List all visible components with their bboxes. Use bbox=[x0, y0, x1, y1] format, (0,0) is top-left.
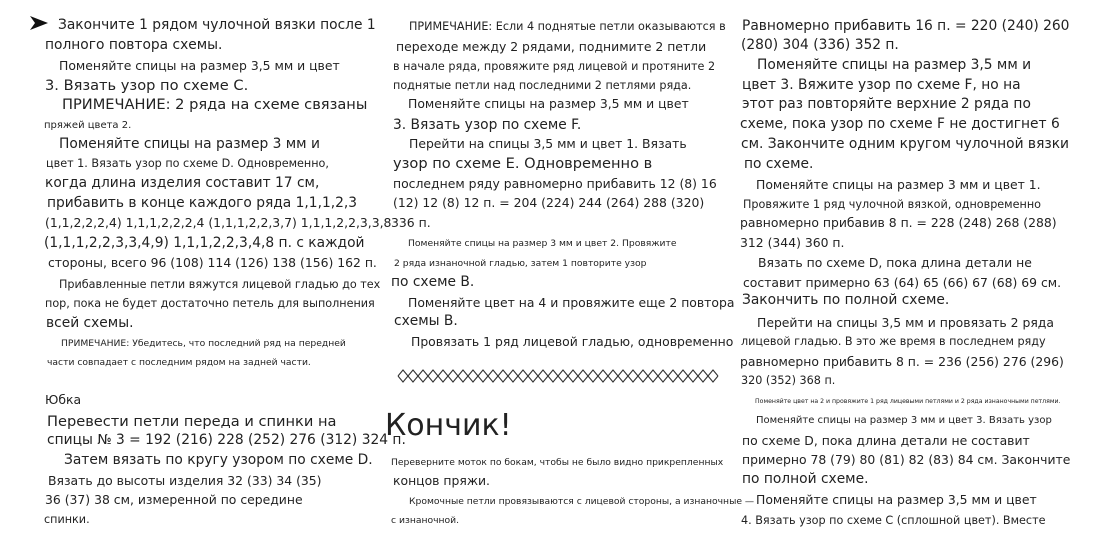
text-line: Поменяйте спицы на размер 3 мм и цвет 3. Вязать узор bbox=[756, 415, 1052, 426]
text-line: по схеме В. bbox=[391, 274, 475, 290]
text-line: (1,1,2,2,2,4) 1,1,1,2,2,2,4 (1,1,1,2,2,3,7) 1,1,1,2,2,3,3,8 bbox=[45, 215, 392, 230]
text-line: ПРИМЕЧАНИЕ: 2 ряда на схеме связаны bbox=[62, 96, 368, 113]
text-line: Перевести петли переда и спинки на bbox=[47, 413, 337, 430]
text-line: (1,1,1,2,2,3,3,4,9) 1,1,1,2,2,3,4,8 п. с каждой bbox=[44, 235, 365, 251]
text-line: в начале ряда, провяжите ряд лицевой и протяните 2 bbox=[393, 60, 716, 73]
text-line: Равномерно прибавить 16 п. = 220 (240) 260 bbox=[742, 18, 1070, 34]
text-line: равномерно прибавив 8 п. = 228 (248) 268 (288) bbox=[740, 215, 1057, 230]
text-line: 312 (344) 360 п. bbox=[740, 235, 845, 250]
text-line: Переверните моток по бокам, чтобы не было видно прикрепленных bbox=[391, 457, 724, 468]
text-line: пор, пока не будет достаточно петель для выполнения bbox=[45, 297, 375, 310]
text-line: Поменяйте спицы на размер 3,5 мм и цвет bbox=[756, 492, 1037, 507]
text-line: 2 ряда изнаночной гладью, затем 1 повторите узор bbox=[394, 258, 647, 269]
text-line: (280) 304 (336) 352 п. bbox=[741, 37, 899, 53]
text-line: ПРИМЕЧАНИЕ: Если 4 поднятые петли оказываются в bbox=[409, 20, 726, 33]
text-line: Поменяйте цвет на 4 и провяжите еще 2 повтора bbox=[408, 295, 735, 310]
text-line: Вязать до высоты изделия 32 (33) 34 (35) bbox=[48, 473, 322, 488]
text-line: когда длина изделия составит 17 см, bbox=[45, 175, 320, 191]
text-line: ПРИМЕЧАНИЕ: Убедитесь, что последний ряд на передней bbox=[61, 338, 346, 349]
text-line: (12) 12 (8) 12 п. = 204 (224) 244 (264) 288 (320) bbox=[393, 195, 705, 210]
text-line: Провяжите 1 ряд чулочной вязкой, одновременно bbox=[743, 198, 1041, 211]
column-right bbox=[734, 0, 1111, 558]
text-line: Прибавленные петли вяжутся лицевой гладью до тех bbox=[59, 278, 381, 291]
text-line: цвет 3. Вяжите узор по схеме F, но на bbox=[742, 77, 1021, 93]
text-line: Затем вязать по кругу узором по схеме D. bbox=[64, 452, 373, 468]
text-line: с изнаночной. bbox=[391, 515, 460, 526]
text-line: Поменяйте спицы на размер 3 мм и bbox=[59, 136, 320, 152]
text-line: Поменяйте спицы на размер 3,5 мм и цвет bbox=[59, 58, 340, 73]
text-line: 4. Вязать узор по схеме С (сплошной цвет). Вместе bbox=[741, 514, 1046, 527]
text-line: Кромочные петли провязываются с лицевой стороны, а изнаночные — bbox=[409, 496, 755, 507]
text-line: 320 (352) 368 п. bbox=[741, 374, 836, 387]
text-line: Поменяйте спицы на размер 3 мм и цвет 2. Провяжите bbox=[408, 238, 677, 249]
text-line: цвет 1. Вязать узор по схеме D. Одновременно, bbox=[46, 157, 329, 170]
text-line: всей схемы. bbox=[46, 315, 134, 331]
text-line: полного повтора схемы. bbox=[45, 37, 223, 53]
text-line: равномерно прибавить 8 п. = 236 (256) 276 (296) bbox=[740, 354, 1064, 369]
text-line: спинки. bbox=[44, 513, 90, 526]
text-line: стороны, всего 96 (108) 114 (126) 138 (156) 162 п. bbox=[48, 255, 377, 270]
text-line: Вязать по схеме D, пока длина детали не bbox=[758, 255, 1032, 270]
text-line: Провязать 1 ряд лицевой гладью, одновременно bbox=[411, 334, 734, 349]
text-line: по схеме. bbox=[744, 156, 814, 172]
text-line: Перейти на спицы 3,5 мм и провязать 2 ряда bbox=[757, 315, 1054, 330]
text-line: см. Закончите одним кругом чулочной вязки bbox=[741, 136, 1069, 152]
text-line: Закончите 1 рядом чулочной вязки после 1 bbox=[58, 17, 376, 33]
section-heading: 3. Вязать узор по схеме С. bbox=[45, 77, 249, 94]
text-line: этот раз повторяйте верхние 2 ряда по bbox=[742, 96, 1031, 112]
text-line: узор по схеме Е. Одновременно в bbox=[393, 155, 653, 172]
text-line: 36 (37) 38 см, измеренной по середине bbox=[45, 492, 303, 507]
section-title: Кончик! bbox=[385, 408, 512, 443]
text-line: Поменяйте спицы на размер 3,5 мм и bbox=[757, 57, 1032, 73]
text-line: примерно 78 (79) 80 (81) 82 (83) 84 см. Закончите bbox=[742, 452, 1071, 467]
text-line: по полной схеме. bbox=[742, 471, 869, 487]
text-line: спицы № 3 = 192 (216) 228 (252) 276 (312) 324 п. bbox=[47, 432, 406, 448]
text-line: прибавить в конце каждого ряда 1,1,1,2,3 bbox=[47, 195, 358, 211]
text-line: Поменяйте цвет на 2 и провяжите 1 ряд лицевыми петлями и 2 ряда изнаночными петлями. bbox=[755, 398, 1061, 405]
diamond-chain-icon bbox=[396, 368, 720, 388]
text-line: концов пряжи. bbox=[393, 473, 490, 488]
text-line: составит примерно 63 (64) 65 (66) 67 (68) 69 см. bbox=[743, 275, 1062, 290]
text-line: переходе между 2 рядами, поднимите 2 петли bbox=[396, 39, 707, 54]
text-line: по схеме D, пока длина детали не составит bbox=[742, 433, 1030, 448]
text-line: лицевой гладью. В это же время в последнем ряду bbox=[741, 335, 1046, 348]
text-line: Закончить по полной схеме. bbox=[742, 292, 950, 308]
text-line: части совпадает с последним рядом на задней части. bbox=[47, 357, 311, 368]
text-line: поднятые петли над последними 2 петлями ряда. bbox=[393, 79, 692, 92]
text-line: 336 п. bbox=[391, 215, 431, 230]
text-line: Поменяйте спицы на размер 3,5 мм и цвет bbox=[408, 96, 689, 111]
column-middle bbox=[372, 0, 755, 558]
text-line: пряжей цвета 2. bbox=[44, 120, 132, 131]
text-line: Перейти на спицы 3,5 мм и цвет 1. Вязать bbox=[409, 136, 687, 151]
text-line: схемы В. bbox=[394, 313, 458, 329]
text-line: Поменяйте спицы на размер 3 мм и цвет 1. bbox=[756, 177, 1041, 192]
text-line: последнем ряду равномерно прибавить 12 (8) 16 bbox=[393, 176, 717, 191]
section-heading: 3. Вязать узор по схеме F. bbox=[393, 117, 582, 133]
column-left bbox=[0, 0, 406, 558]
text-line: схеме, пока узор по схеме F не достигнет 6 bbox=[740, 116, 1060, 132]
section-title: Юбка bbox=[45, 392, 82, 407]
